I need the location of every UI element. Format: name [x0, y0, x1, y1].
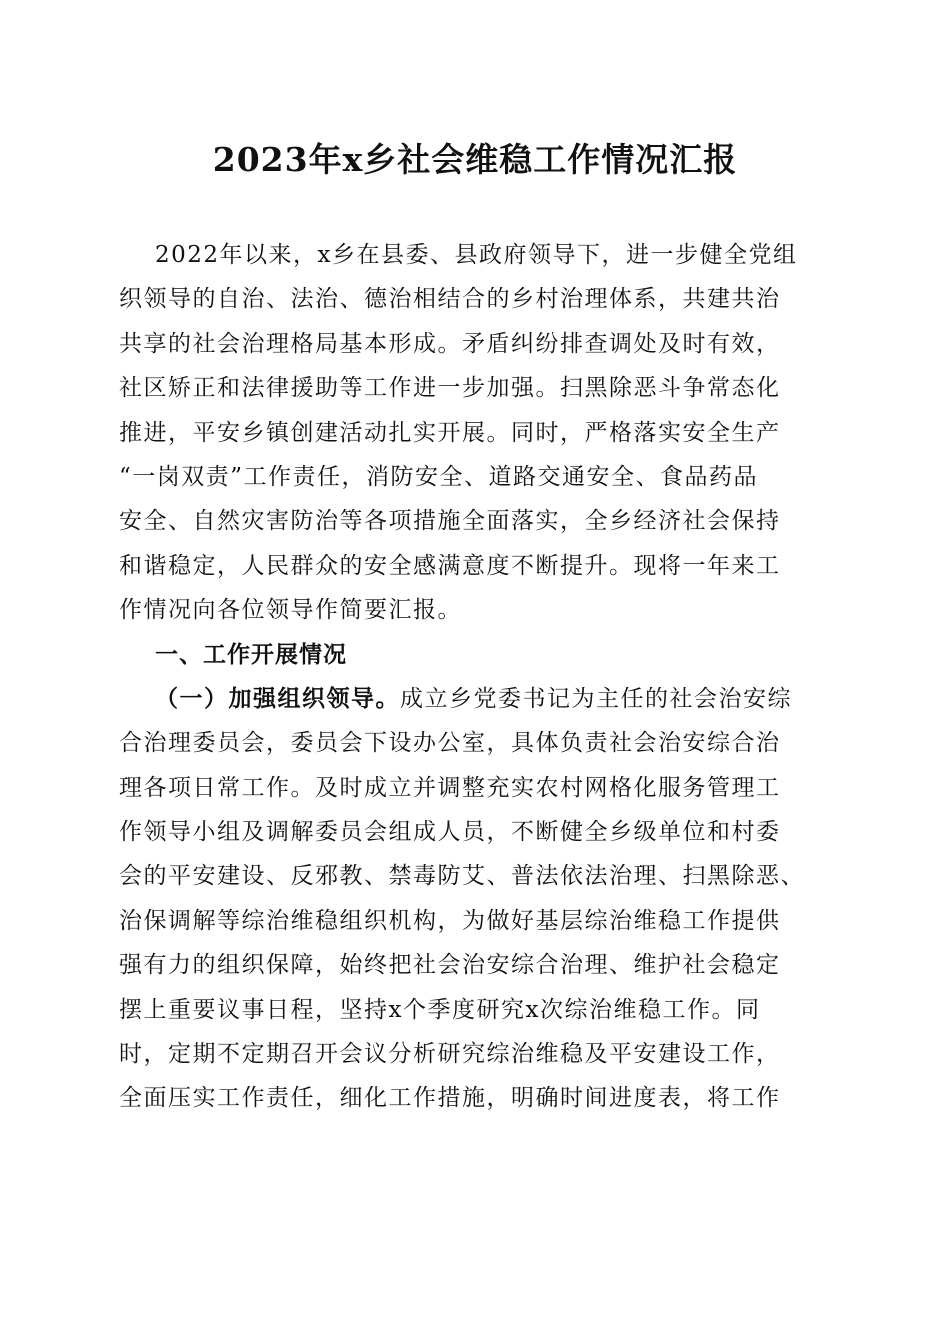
subsection-lead: （一）加强组织领导。 — [155, 684, 400, 712]
subsection-line: 全面压实工作责任，细化工作措施，明确时间进度表，将工作 — [119, 1085, 781, 1112]
intro-line: 社区矫正和法律援助等工作进一步加强。扫黑除恶斗争常态化 — [119, 375, 781, 402]
subsection-line: 摆上重要议事日程，坚持x个季度研究x次综治维稳工作。同 — [119, 996, 761, 1023]
section-heading: 一、工作开展情况 — [155, 641, 347, 668]
subsection-first-line-text: 成立乡党委书记为主任的社会治安综 — [400, 685, 792, 712]
intro-line: 2022年以来，x乡在县委、县政府领导下，进一步健全党组 — [155, 242, 798, 268]
document-title: 2023年x乡社会维稳工作情况汇报 — [212, 140, 738, 179]
subsection-first-line — [119, 677, 839, 721]
intro-line: 共享的社会治理格局基本形成。矛盾纠纷排查调处及时有效， — [119, 330, 781, 357]
intro-line: 安全、自然灾害防治等各项措施全面落实，全乡经济社会保持 — [119, 508, 781, 535]
intro-line: 织领导的自治、法治、德治相结合的乡村治理体系，共建共治 — [119, 286, 781, 313]
subsection-line: 作领导小组及调解委员会组成人员，不断健全乡级单位和村委 — [119, 819, 781, 846]
subsection-line: 时，定期不定期召开会议分析研究综治维稳及平安建设工作， — [119, 1041, 781, 1068]
subsection-line: 会的平安建设、反邪教、禁毒防艾、普法依法治理、扫黑除恶、 — [119, 863, 805, 890]
subsection-line: 强有力的组织保障，始终把社会治安综合治理、维护社会稳定 — [119, 952, 781, 979]
subsection-line: 理各项日常工作。及时成立并调整充实农村网格化服务管理工 — [119, 774, 781, 801]
subsection-line: 合治理委员会，委员会下设办公室，具体负责社会治安综合治 — [119, 730, 781, 757]
intro-line: 作情况向各位领导作简要汇报。 — [119, 597, 462, 624]
intro-line: 推进，平安乡镇创建活动扎实开展。同时，严格落实安全生产 — [119, 419, 781, 446]
subsection-line: 治保调解等综治维稳组织机构，为做好基层综治维稳工作提供 — [119, 907, 781, 934]
intro-line: “一岗双责”工作责任，消防安全、道路交通安全、食品药品 — [119, 463, 759, 490]
document-body — [119, 233, 839, 1121]
intro-line: 和谐稳定，人民群众的安全感满意度不断提升。现将一年来工 — [119, 552, 781, 579]
